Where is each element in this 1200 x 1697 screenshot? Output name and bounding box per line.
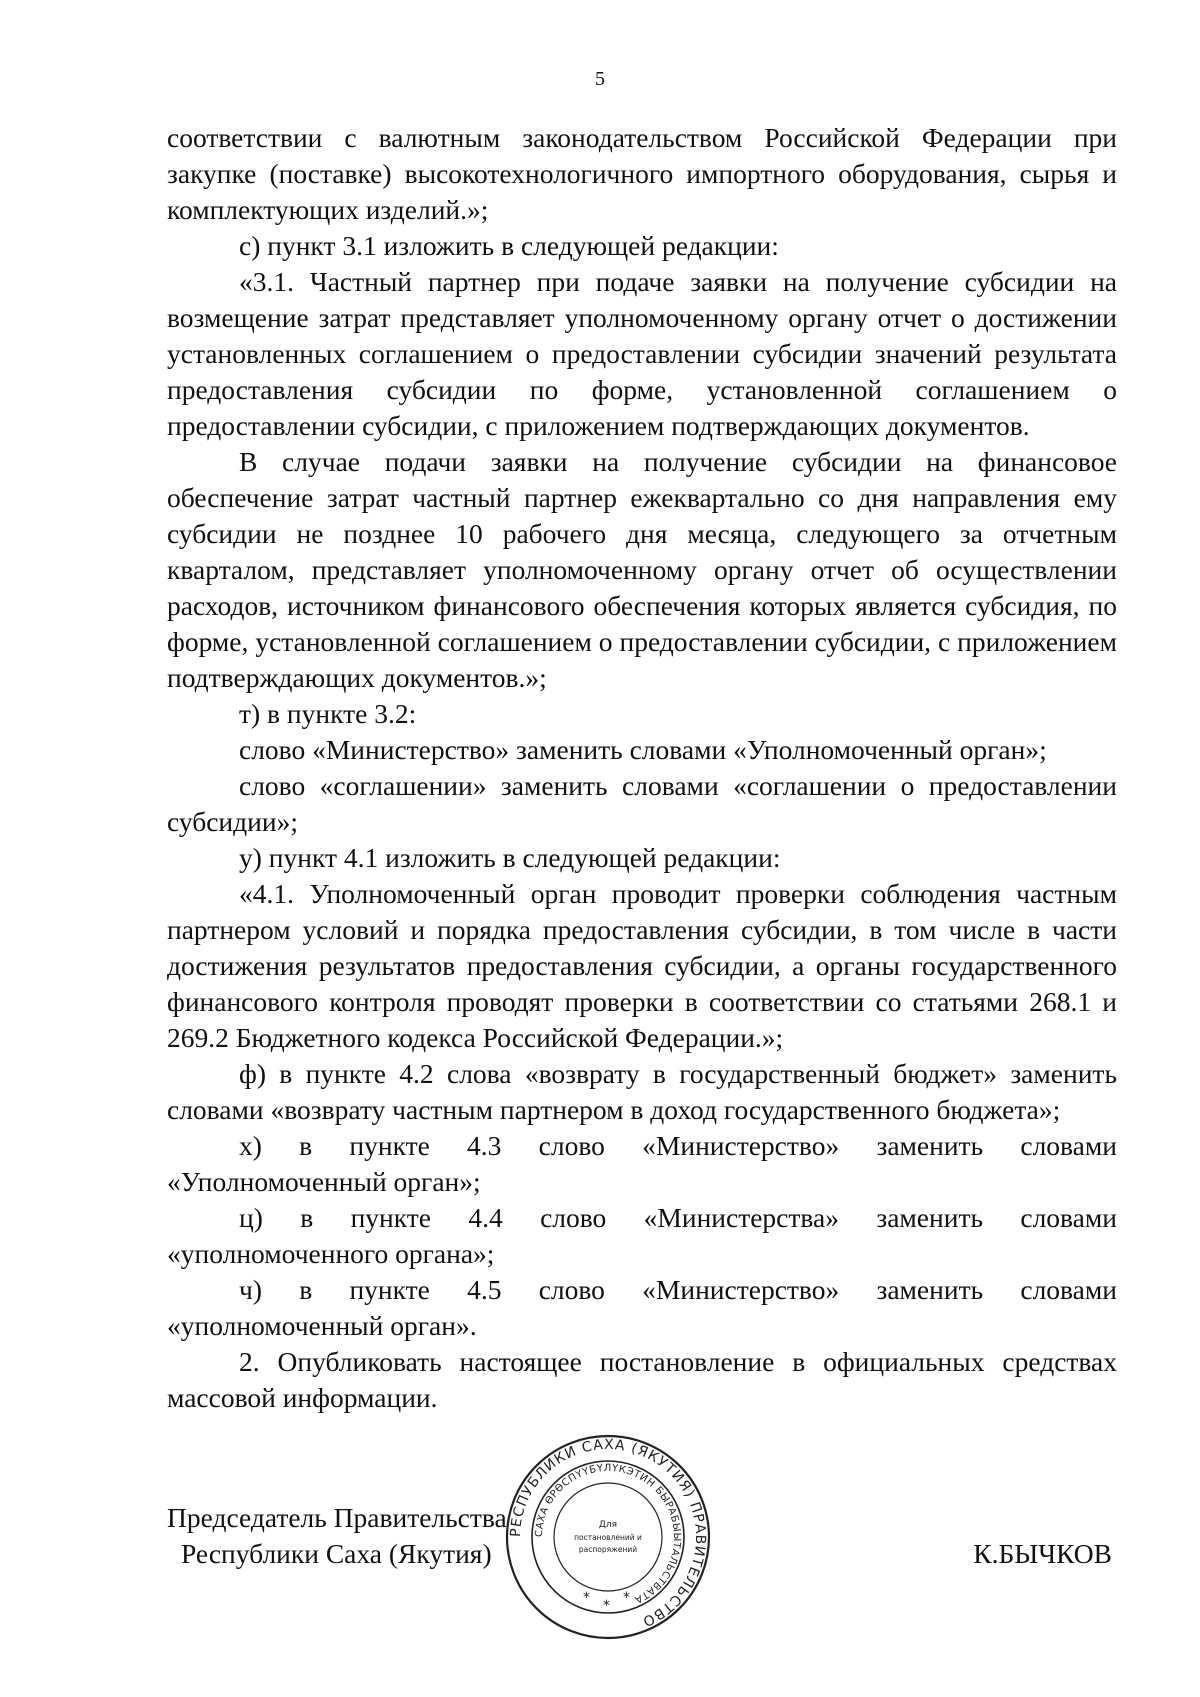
paragraph: у) пункт 4.1 изложить в следующей редакции: <box>239 842 781 873</box>
paragraph: В случае подачи заявки на получение субсидии на финансовое обеспечение затрат частный партнер ежеквартально со дня направления ему субсидии не позднее 10 рабочего дня месяца, следующего за отчетным кварталом, представляет уполномоченному органу отчет об осуществлении расходов, источником финансового обеспечения которых является субсидия, по форме, установленной соглашением о предоставлении субсидии, с приложением подтверждающих документов.»; <box>167 446 1117 693</box>
paragraph: т) в пункте 3.2: <box>239 698 417 729</box>
signatory-position-line1: Председатель Правительства <box>167 1502 507 1533</box>
seal-center-line2: постановлений и <box>574 1533 642 1542</box>
signatory-position-line2: Республики Саха (Якутия) <box>181 1538 492 1569</box>
document-body <box>167 120 1117 1416</box>
paragraph: «3.1. Частный партнер при подаче заявки на получение субсидии на возмещение затрат представляет уполномоченному органу отчет о достижении установленных соглашением о предоставлении субсидии значений результата предоставления субсидии по форме, установленной соглашением о предоставлении субсидии, с приложением подтверждающих документов. <box>167 266 1117 441</box>
paragraph: ч) в пункте 4.5 слово «Министерство» заменить словами «уполномоченный орган». <box>167 1274 1117 1341</box>
signatory-name: К.БЫЧКОВ <box>973 1538 1112 1569</box>
paragraph: «4.1. Уполномоченный орган проводит проверки соблюдения частным партнером условий и порядка предоставления субсидии, в том числе в части достижения результатов предоставления субсидии, а органы государственного финансового контроля проводят проверки в соответствии со статьями 268.1 и 269.2 Бюджетного кодекса Российской Федерации.»; <box>167 878 1117 1053</box>
page-number: 5 <box>595 68 605 90</box>
paragraph: ц) в пункте 4.4 слово «Министерства» заменить словами «уполномоченного органа»; <box>167 1202 1117 1269</box>
seal-center-line3: распоряжений <box>578 1545 638 1554</box>
paragraph: ф) в пункте 4.2 слова «возврату в государственный бюджет» заменить словами «возврату частным партнером в доход государственного бюджета»; <box>167 1058 1117 1125</box>
seal-outer-text: РЕСПУБЛИКИ САХА (ЯКУТИЯ) ПРАВИТЕЛЬСТВО <box>507 1436 709 1630</box>
official-seal <box>503 1432 713 1642</box>
paragraph: соответствии с валютным законодательством Российской Федерации при закупке (поставке) высокотехнологичного импортного оборудования, сырья и комплектующих изделий.»; <box>167 122 1117 225</box>
seal-star-icon: * <box>603 1598 610 1614</box>
seal-star-icon: * <box>583 1590 590 1606</box>
seal-center-line1: Для <box>598 1520 618 1530</box>
seal-inner-text: САХА ӨРӨСПҮҮБҮЛҮКЭТИН БЫРАБЫЫТАЛЬСТВАТА <box>533 1462 683 1606</box>
seal-star-icon: * <box>623 1590 630 1606</box>
paragraph: х) в пункте 4.3 слово «Министерство» заменить словами «Уполномоченный орган»; <box>167 1130 1117 1197</box>
paragraph: слово «Министерство» заменить словами «Уполномоченный орган»; <box>239 734 1047 765</box>
paragraph: слово «соглашении» заменить словами «соглашении о предоставлении субсидии»; <box>167 770 1117 837</box>
paragraph: с) пункт 3.1 изложить в следующей редакции: <box>239 230 779 261</box>
paragraph: 2. Опубликовать настоящее постановление в официальных средствах массовой информации. <box>167 1346 1117 1413</box>
